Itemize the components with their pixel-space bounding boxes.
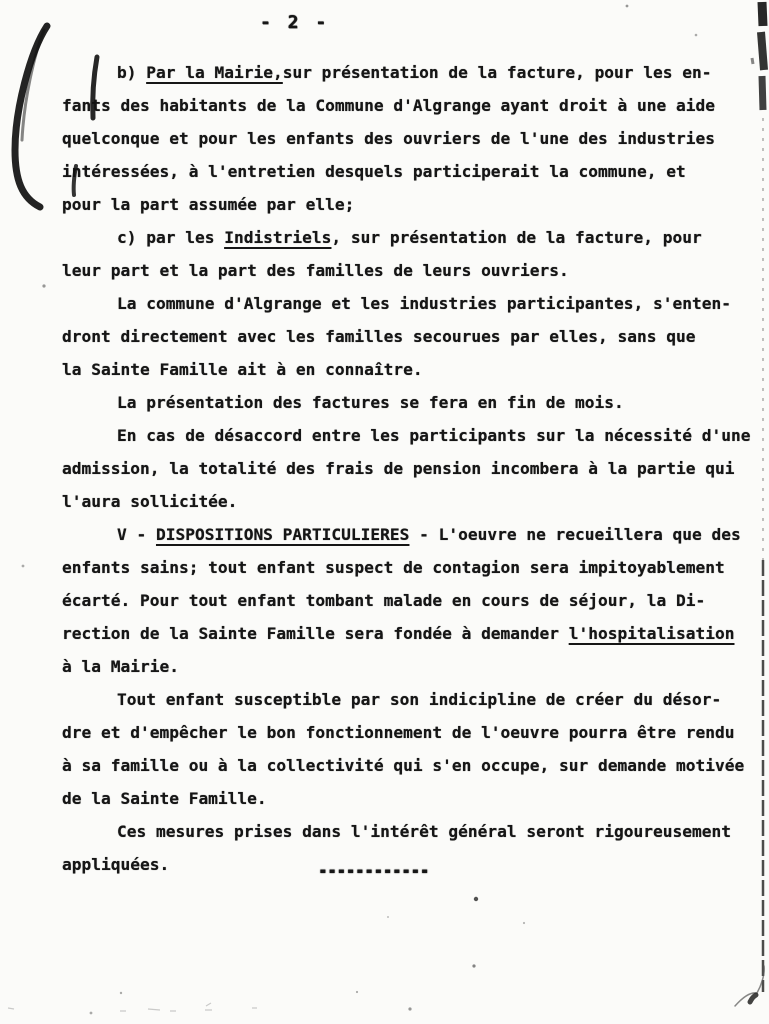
text-line bbox=[62, 188, 762, 221]
text-line bbox=[62, 155, 762, 188]
separator-dashes: ------------ bbox=[318, 855, 429, 884]
text-segment: intéressées, à l'entretien desquels participerait la commune, et bbox=[62, 162, 686, 181]
text-line bbox=[62, 683, 762, 716]
text-line bbox=[62, 815, 762, 848]
text-line bbox=[62, 221, 762, 254]
text-line bbox=[62, 386, 762, 419]
text-line bbox=[62, 353, 762, 386]
text-segment: La commune d'Algrange et les industries participantes, s'enten- bbox=[117, 294, 731, 313]
text-segment: b) bbox=[117, 63, 147, 82]
text-segment: fants des habitants de la Commune d'Algrange ayant droit à une aide bbox=[62, 96, 715, 115]
text-segment: Tout enfant susceptible par son indicipline de créer du désor- bbox=[117, 690, 722, 709]
text-segment: c) par les bbox=[117, 228, 225, 247]
text-segment: admission, la totalité des frais de pension incombera à la partie qui bbox=[62, 459, 735, 478]
text-line bbox=[62, 122, 762, 155]
text-segment: de la Sainte Famille. bbox=[62, 789, 267, 808]
body-text bbox=[62, 56, 762, 881]
text-segment: la Sainte Famille ait à en connaître. bbox=[62, 360, 423, 379]
text-segment: dront directement avec les familles secourues par elles, sans que bbox=[62, 327, 696, 346]
scan-bottom-smudge bbox=[8, 1003, 257, 1011]
text-line bbox=[62, 452, 762, 485]
text-segment: Ces mesures prises dans l'intérêt général seront rigoureusement bbox=[117, 822, 731, 841]
text-segment: écarté. Pour tout enfant tombant malade en cours de séjour, la Di- bbox=[62, 591, 706, 610]
text-line bbox=[62, 650, 762, 683]
text-line bbox=[62, 287, 762, 320]
text-line bbox=[62, 56, 762, 89]
text-segment: - L'oeuvre ne recueillera que des bbox=[409, 525, 741, 544]
text-segment: quelconque et pour les enfants des ouvriers de l'une des industries bbox=[62, 129, 715, 148]
text-line bbox=[62, 749, 762, 782]
text-segment: La présentation des factures se fera en fin de mois. bbox=[117, 393, 624, 412]
text-line bbox=[62, 419, 762, 452]
text-segment: enfants sains; tout enfant suspect de contagion sera impitoyablement bbox=[62, 558, 725, 577]
text-segment: rection de la Sainte Famille sera fondée à demander bbox=[62, 624, 569, 643]
text-segment: pour la part assumée par elle; bbox=[62, 195, 355, 214]
underlined-text: Par la Mairie, bbox=[146, 63, 283, 82]
text-segment: , sur présentation de la facture, pour bbox=[331, 228, 702, 247]
text-segment: à sa famille ou à la collectivité qui s'en occupe, sur demande motivée bbox=[62, 756, 745, 775]
text-line bbox=[62, 584, 762, 617]
text-line bbox=[62, 485, 762, 518]
text-segment: En cas de désaccord entre les participants sur la nécessité d'une bbox=[117, 426, 751, 445]
text-line bbox=[62, 551, 762, 584]
text-segment: appliquées. bbox=[62, 855, 170, 874]
text-line bbox=[62, 254, 762, 287]
text-line bbox=[62, 716, 762, 749]
text-segment: l'aura sollicitée. bbox=[62, 492, 238, 511]
text-line bbox=[62, 782, 762, 815]
text-segment: V - bbox=[117, 525, 156, 544]
text-line bbox=[62, 89, 762, 122]
text-line bbox=[62, 617, 762, 650]
text-line bbox=[62, 518, 762, 551]
text-segment: sur présentation de la facture, pour les en- bbox=[282, 63, 712, 82]
text-segment: dre et d'empêcher le bon fonctionnement de l'oeuvre pourra être rendu bbox=[62, 723, 735, 742]
text-segment: à la Mairie. bbox=[62, 657, 179, 676]
underlined-text: Indistriels bbox=[224, 228, 332, 247]
page-number: - 2 - bbox=[260, 12, 330, 33]
text-segment: leur part et la part des familles de leurs ouvriers. bbox=[62, 261, 569, 280]
underlined-text: l'hospitalisation bbox=[568, 624, 735, 643]
text-line bbox=[62, 320, 762, 353]
underlined-text: DISPOSITIONS PARTICULIERES bbox=[155, 525, 410, 544]
scan-corner-squiggle bbox=[735, 966, 764, 1006]
